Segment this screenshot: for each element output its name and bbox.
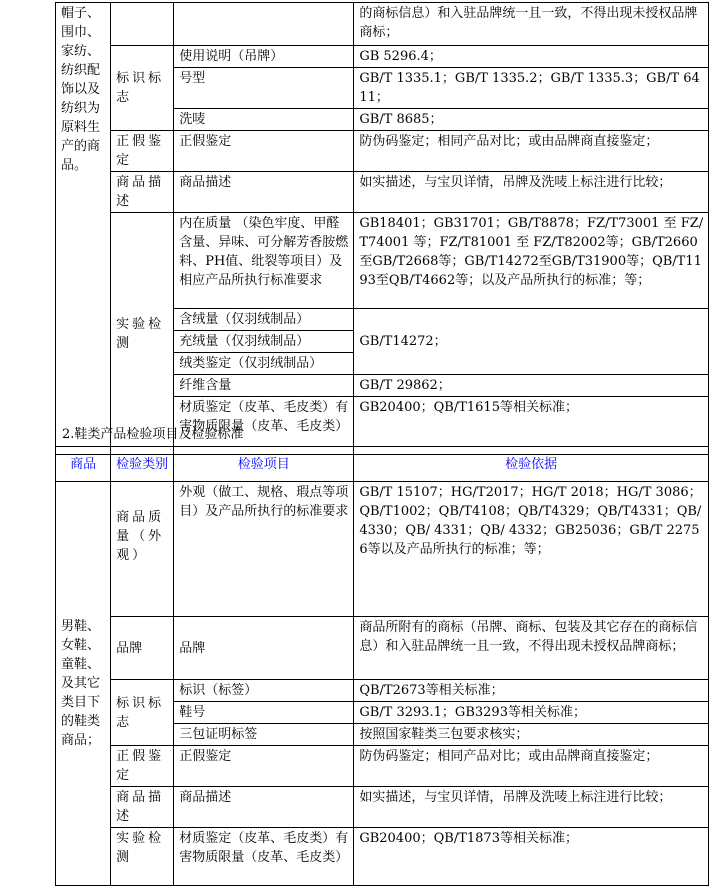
footwear-inspection-table: [55, 446, 709, 886]
basis-cell: GB 5296.4；: [354, 46, 709, 68]
table-row: [56, 46, 709, 68]
header-product: 商品: [56, 447, 111, 482]
basis-cell: 如实描述，与宝贝详情，吊牌及洗唛上标注进行比较；: [354, 172, 709, 213]
textile-inspection-table: [55, 2, 709, 455]
item-cell: 材质鉴定（皮革、毛皮类）有害物质限量（皮革、毛皮类）: [174, 828, 354, 886]
category-label: 品牌: [111, 617, 174, 680]
item-cell: 含绒量（仅羽绒制品）: [174, 309, 354, 331]
table-row: [56, 213, 709, 309]
item-cell: 品牌: [174, 617, 354, 680]
category-label: 标识标志: [111, 46, 174, 131]
basis-cell: GB/T 1335.1；GB/T 1335.2；GB/T 1335.3；GB/T 6411；: [354, 68, 709, 109]
item-cell: 充绒量（仅羽绒制品）: [174, 331, 354, 353]
table-row: [56, 172, 709, 213]
basis-cell: 的商标信息）和入驻品牌统一且一致，不得出现未授权品牌商标；: [354, 3, 709, 46]
item-cell: 正假鉴定: [174, 746, 354, 787]
basis-cell: 防伪码鉴定；相同产品对比；或由品牌商直接鉴定；: [354, 131, 709, 172]
basis-cell: GB/T 29862；: [354, 375, 709, 397]
category-label: 商品描述: [111, 172, 174, 213]
basis-cell: 防伪码鉴定；相同产品对比；或由品牌商直接鉴定；: [354, 746, 709, 787]
basis-cell: GB20400；QB/T1873等相关标准；: [354, 828, 709, 886]
header-category: 检验类别: [111, 447, 174, 482]
basis-cell: 商品所附有的商标（吊牌、商标、包装及其它存在的商标信息）和入驻品牌统一且一致，不得出现未授权品牌商标；: [354, 617, 709, 680]
item-cell: 外观（做工、规格、瑕点等项目）及产品所执行的标准要求: [174, 482, 354, 617]
section-title: 2.鞋类产品检验项目及检验标准: [62, 427, 244, 442]
category-label: 商品描述: [111, 787, 174, 828]
table-row: [56, 746, 709, 787]
basis-cell: GB/T 15107；HG/T2017；HG/T 2018；HG/T 3086；QB/T1002；QB/T4108；QB/T4329；QB/T4331；QB/4330；QB/ 4331；QB/ 4332；GB25036；GB/T 22756等以及产品所执行的标准；等；: [354, 482, 709, 617]
category-label: 正假鉴定: [111, 746, 174, 787]
item-cell: 使用说明（吊牌）: [174, 46, 354, 68]
category-label: 实验检测: [111, 828, 174, 886]
item-cell: 商品描述: [174, 787, 354, 828]
item-cell: 标识（标签）: [174, 680, 354, 702]
basis-cell: GB/T 8685；: [354, 109, 709, 131]
basis-cell: 按照国家鞋类三包要求核实；: [354, 724, 709, 746]
item-cell: 材质鉴定（皮革、毛皮类）有害物质限量（皮革、毛皮类）: [174, 397, 354, 455]
basis-cell: 如实描述，与宝贝详情，吊牌及洗唛上标注进行比较；: [354, 787, 709, 828]
table-row: [56, 617, 709, 680]
category-label: 正假鉴定: [111, 131, 174, 172]
item-cell: 内在质量 （染色牢度、甲醛含量、异味、可分解芳香胺燃料、PH值、纰裂等项目）及相应产品所执行标准要求: [174, 213, 354, 309]
table-row: [56, 680, 709, 702]
product-category-cell: 男鞋、女鞋、童鞋、及其它类目下的鞋类商品；: [56, 482, 111, 886]
item-cell: 鞋号: [174, 702, 354, 724]
item-cell: 号型: [174, 68, 354, 109]
category-label: 标识标志: [111, 680, 174, 746]
category-label: 商品质量（外观）: [111, 482, 174, 617]
table-header-row: [56, 447, 709, 482]
header-basis: 检验依据: [354, 447, 709, 482]
basis-cell: GB/T 3293.1；GB3293等相关标准；: [354, 702, 709, 724]
table-row: [56, 131, 709, 172]
basis-cell: GB20400；QB/T1615等相关标准；: [354, 397, 709, 455]
header-item: 检验项目: [174, 447, 354, 482]
item-cell: 绒类鉴定（仅羽绒制品）: [174, 353, 354, 375]
table-row: [56, 482, 709, 617]
table-row: [56, 787, 709, 828]
basis-cell: QB/T2673等相关标准；: [354, 680, 709, 702]
item-cell: 洗唛: [174, 109, 354, 131]
product-category-cell: 帽子、围巾、家纺、纺织配饰以及纺织为原料生产的商品。: [56, 3, 111, 455]
item-cell: 正假鉴定: [174, 131, 354, 172]
item-cell: 纤维含量: [174, 375, 354, 397]
basis-cell: GB/T14272；: [354, 309, 709, 375]
category-label: 实验检测: [111, 213, 174, 455]
basis-cell: GB18401；GB31701；GB/T8878；FZ/T73001 至 FZ/T74001 等；FZ/T81001 至 FZ/T82002等；GB/T2660至GB/T2668等；GB/T14272至GB/T31900等；QB/T1193至QB/T4662等；以及产品所执行的标准；等；: [354, 213, 709, 309]
table-row: [56, 3, 709, 46]
item-cell: 三包证明标签: [174, 724, 354, 746]
table-row: [56, 828, 709, 886]
item-cell: 商品描述: [174, 172, 354, 213]
